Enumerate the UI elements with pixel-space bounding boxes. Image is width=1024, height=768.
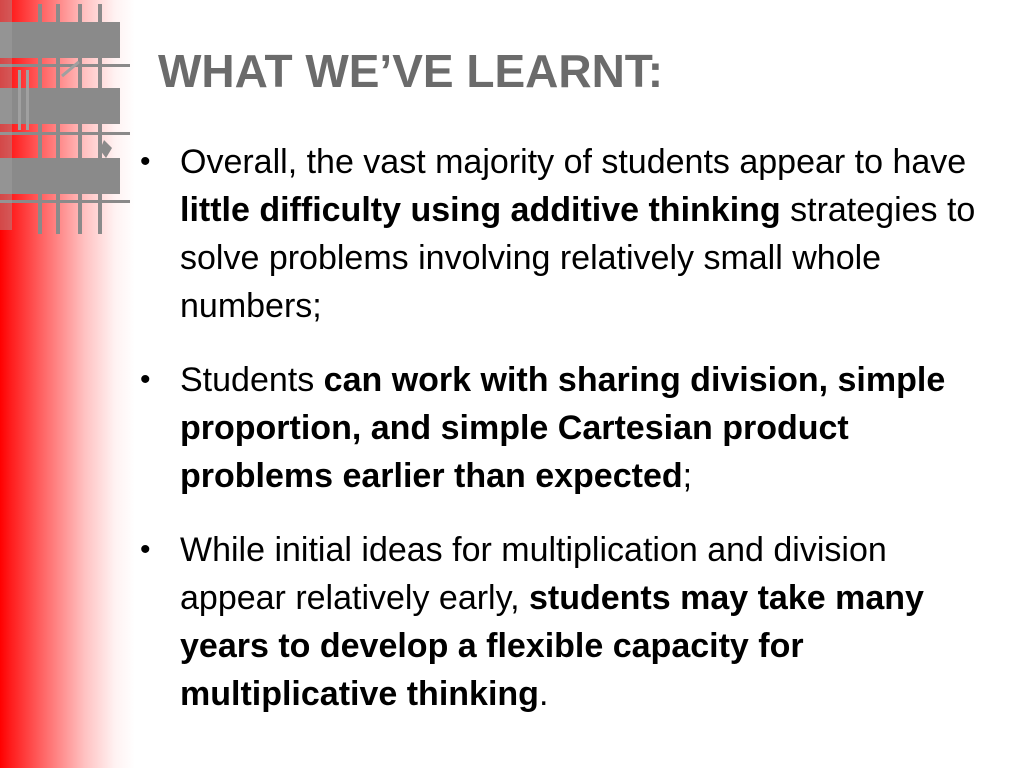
bullet-dot: • bbox=[140, 363, 151, 396]
bullet-text: Overall, the vast majority of students appear to have bbox=[180, 143, 967, 181]
bullet-emphasis: little difficulty using additive thinking bbox=[180, 191, 781, 229]
bullet-emphasis: students may take many years to develop a flexible capacity for multiplicative thinking bbox=[180, 579, 924, 713]
bullet-text-end: . bbox=[538, 675, 549, 713]
bullet-item-division bbox=[140, 356, 996, 500]
bullet-item-multiplicative bbox=[140, 526, 996, 718]
bullet-emphasis: can work with sharing division, simple proportion, and simple Cartesian product problems earlier than expected bbox=[180, 361, 946, 495]
slide-title: WHAT WE’VE LEARNT: bbox=[158, 45, 664, 97]
bullet-text-end: ; bbox=[682, 457, 693, 495]
bullet-dot: • bbox=[140, 145, 151, 178]
bullet-dot: • bbox=[140, 533, 151, 566]
bullet-list bbox=[140, 138, 996, 744]
bullet-item-additive bbox=[140, 138, 996, 330]
bullet-text: While initial ideas for multiplication and division appear relatively early, bbox=[180, 531, 887, 617]
bullet-text: Students bbox=[180, 361, 324, 399]
gray-scaffold-graphic bbox=[0, 0, 140, 250]
bullet-text-end: strategies to solve problems involving relatively small whole numbers; bbox=[180, 191, 976, 325]
